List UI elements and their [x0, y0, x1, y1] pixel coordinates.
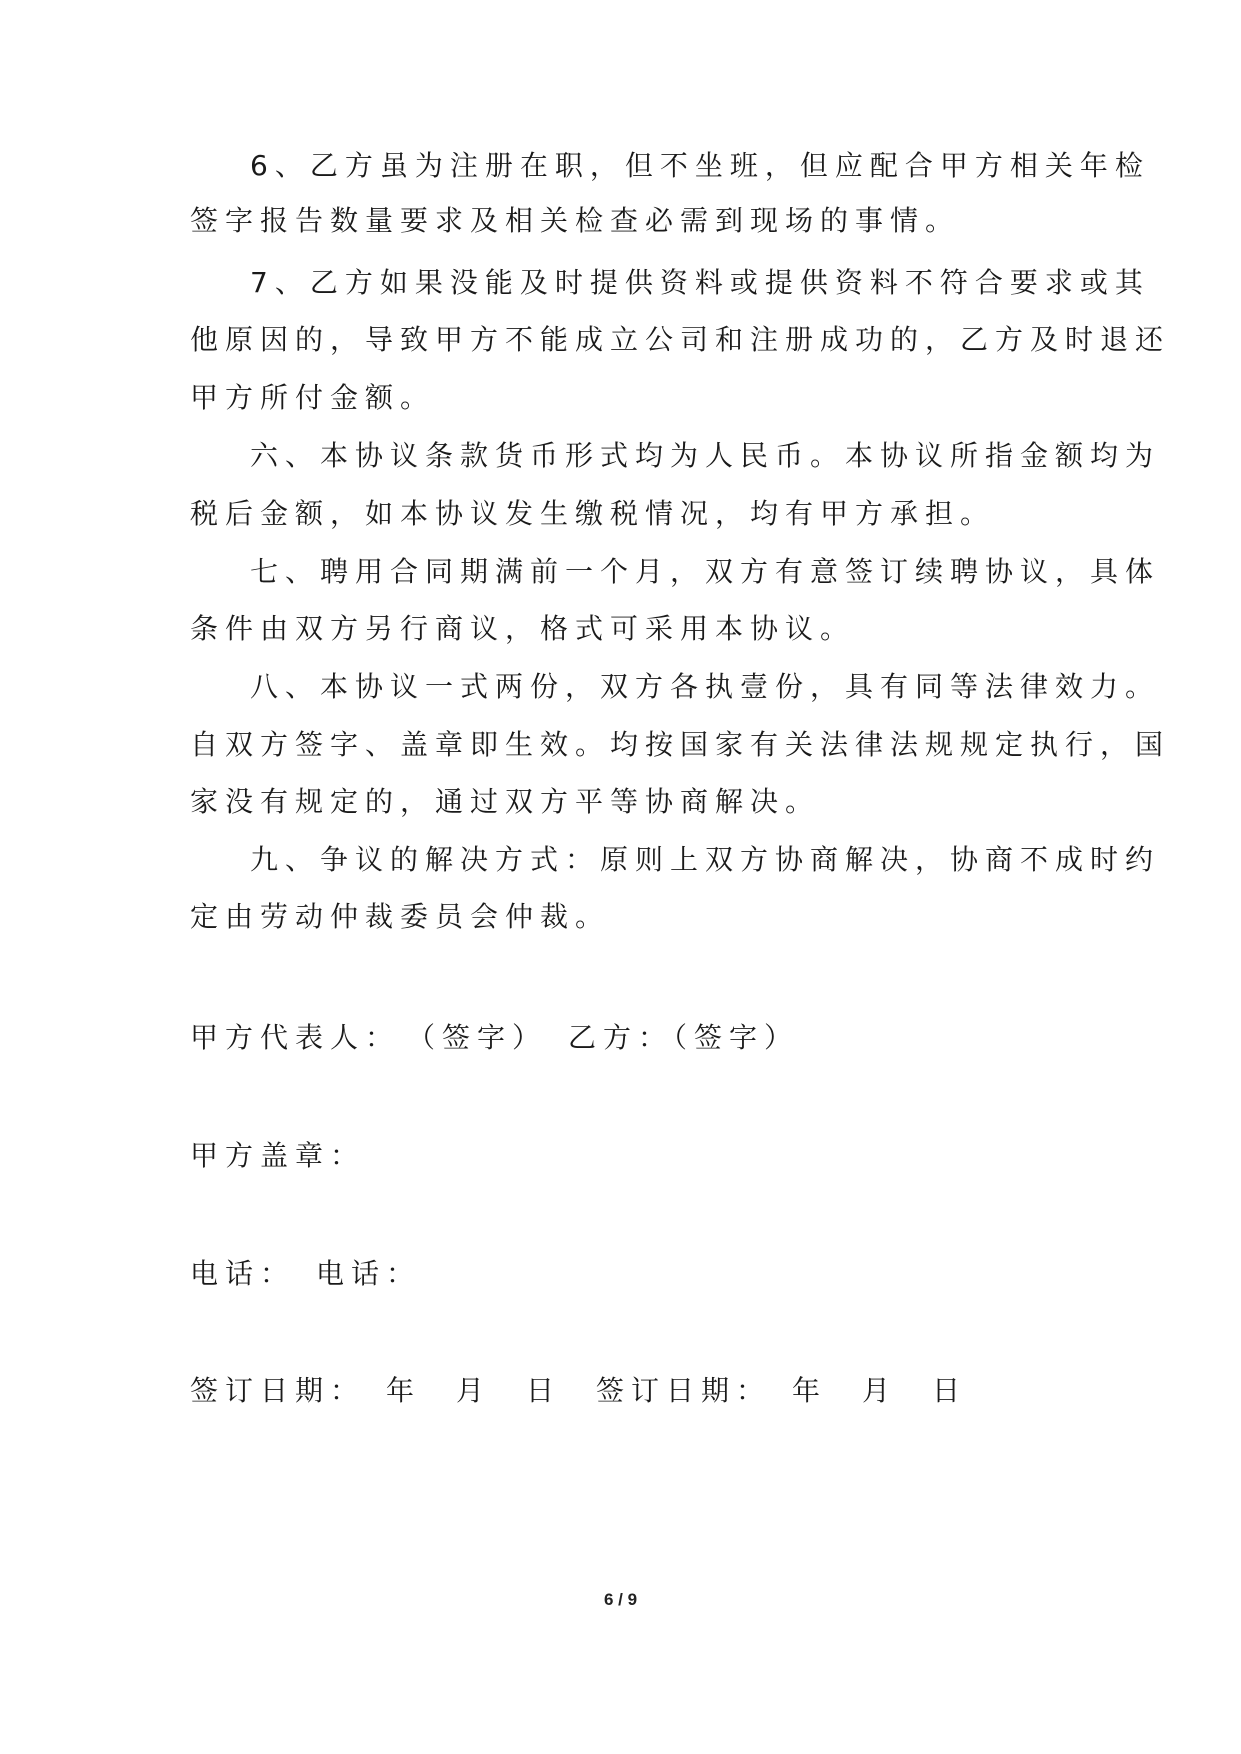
page-number: 6 / 9	[603, 1590, 638, 1609]
clause-9-line-1: 九、争议的解决方式：原则上双方协商解决，协商不成时约	[250, 843, 1161, 876]
paragraph-7-line-2: 他原因的，导致甲方不能成立公司和注册成功的，乙方及时退还	[190, 323, 1171, 356]
paragraph-7-line-1: 7、乙方如果没能及时提供资料或提供资料不符合要求或其	[250, 266, 1150, 299]
paragraph-6-line-2: 签字报告数量要求及相关检查必需到现场的事情。	[190, 204, 961, 237]
signature-date: 签订日期： 年 月 日 签订日期： 年 月 日	[190, 1374, 968, 1407]
clause-8-line-1: 八、本协议一式两份，双方各执壹份，具有同等法律效力。	[250, 670, 1161, 703]
clause-6-line-1: 六、本协议条款货币形式均为人民币。本协议所指金额均为	[250, 439, 1161, 472]
signature-phone: 电话： 电话：	[190, 1257, 422, 1290]
paragraph-6-line-1: 6、乙方虽为注册在职，但不坐班，但应配合甲方相关年检	[250, 149, 1150, 182]
signature-representative: 甲方代表人： （签字） 乙方：（签字）	[190, 1021, 800, 1054]
clause-6-line-2: 税后金额，如本协议发生缴税情况，均有甲方承担。	[190, 497, 996, 530]
paragraph-7-line-3: 甲方所付金额。	[190, 381, 436, 414]
clause-8-line-2: 自双方签字、盖章即生效。均按国家有关法律法规规定执行，国	[190, 728, 1171, 761]
clause-9-line-2: 定由劳动仲裁委员会仲裁。	[190, 900, 611, 933]
signature-seal: 甲方盖章：	[190, 1139, 366, 1172]
clause-7-line-2: 条件由双方另行商议，格式可采用本协议。	[190, 612, 856, 645]
clause-7-line-1: 七、聘用合同期满前一个月，双方有意签订续聘协议，具体	[250, 555, 1161, 588]
clause-8-line-3: 家没有规定的，通过双方平等协商解决。	[190, 785, 821, 818]
